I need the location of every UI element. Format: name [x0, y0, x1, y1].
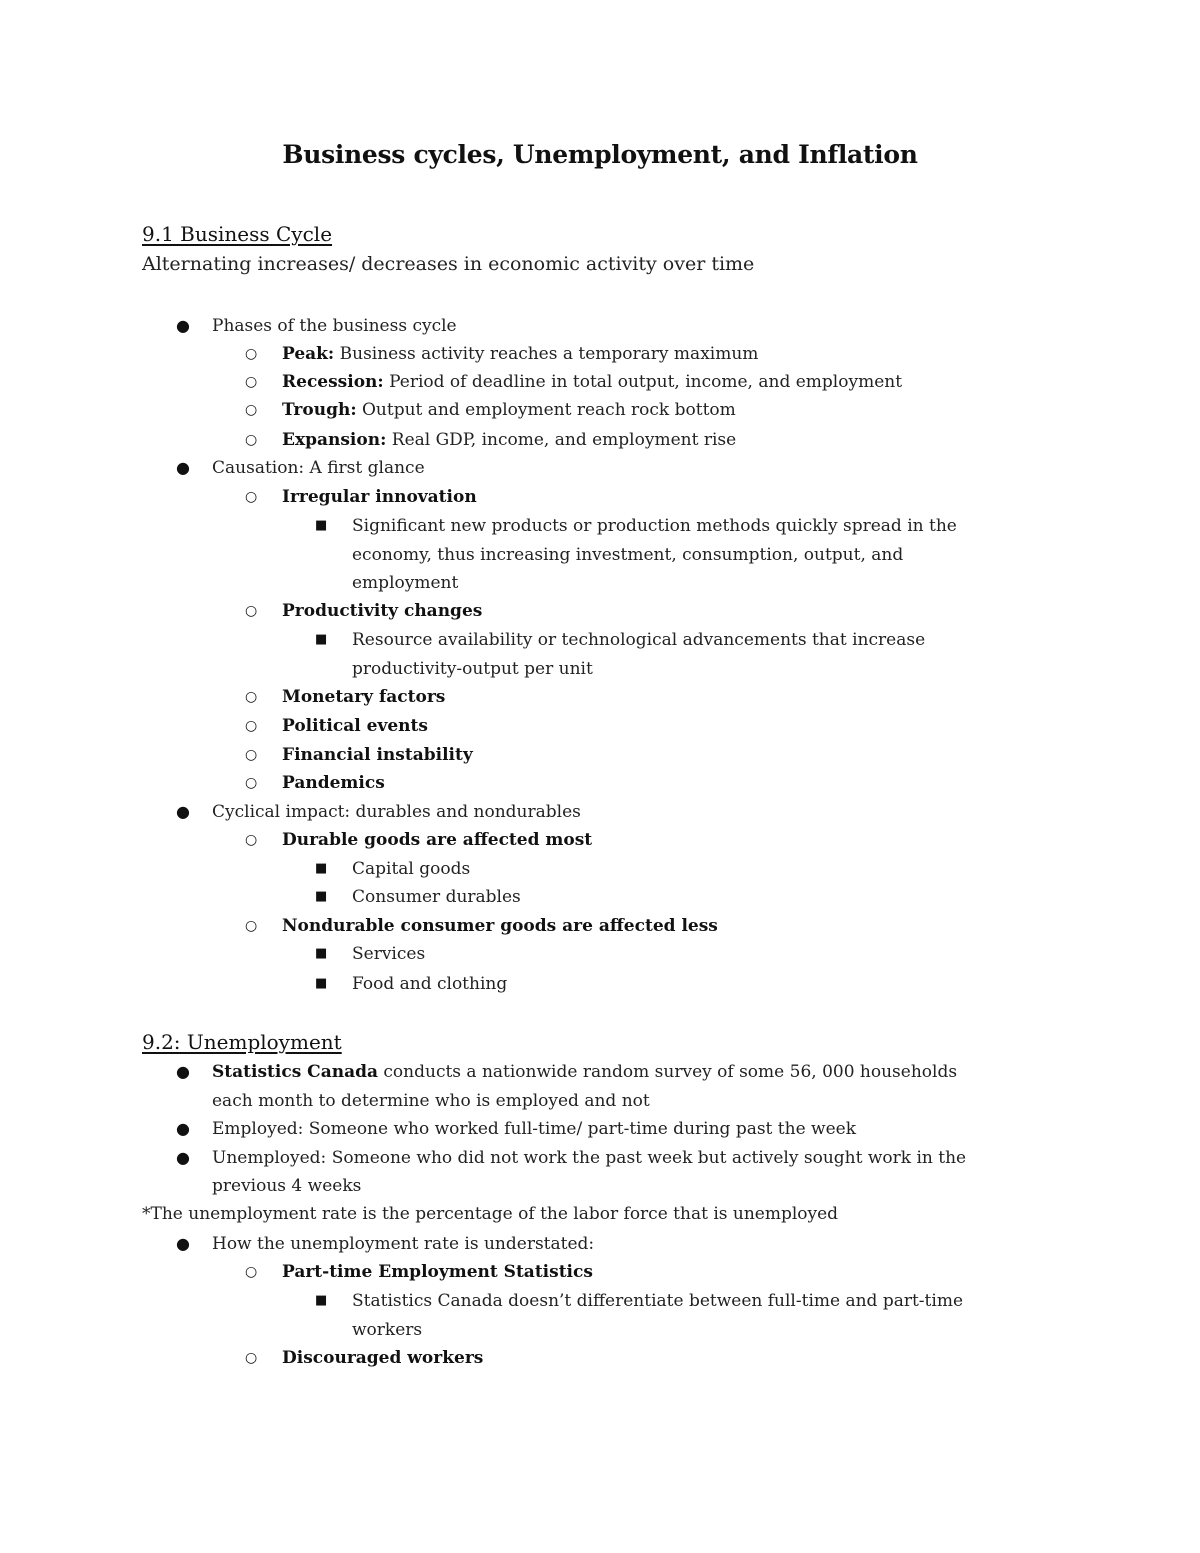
- phase-peak: [282, 344, 758, 364]
- phase-trough: [282, 400, 736, 420]
- unemployed-definition-line-2: previous 4 weeks: [212, 1176, 362, 1196]
- discouraged-workers-term: Discouraged workers: [282, 1348, 484, 1368]
- survey-term: Statistics Canada: [212, 1062, 378, 1082]
- cyclical-impact-label: Cyclical impact: durables and nondurables: [212, 802, 581, 822]
- durable-goods-term: Durable goods are affected most: [282, 830, 593, 850]
- employed-definition: Employed: Someone who worked full-time/ part-time during past the week: [212, 1119, 857, 1139]
- bullet-level1-icon: ●: [176, 1148, 190, 1167]
- causation-label: Causation: A first glance: [212, 458, 425, 478]
- bullet-level2-icon: ○: [245, 832, 258, 848]
- cause-productivity-term: Productivity changes: [282, 601, 483, 621]
- bullet-level1-icon: ●: [176, 802, 190, 821]
- bullet-level2-icon: ○: [245, 1264, 258, 1280]
- phase-peak-term: Peak:: [282, 344, 335, 364]
- cause-financial-instability: [282, 745, 473, 765]
- cause-irregular-innovation: [282, 487, 477, 507]
- bullet-level1-icon: ●: [176, 1119, 190, 1138]
- bullet-level2-icon: ○: [245, 775, 258, 791]
- bullet-level3-icon: ■: [315, 518, 328, 533]
- bullet-level1-icon: ●: [176, 458, 190, 477]
- bullet-level2-icon: ○: [245, 918, 258, 934]
- irregular-detail-line-2: economy, thus increasing investment, consumption, output, and: [352, 545, 904, 565]
- bullet-level2-icon: ○: [245, 747, 258, 763]
- cause-pandemics-term: Pandemics: [282, 773, 385, 793]
- survey-item-line-2: each month to determine who is employed and not: [212, 1091, 650, 1111]
- phase-trough-term: Trough:: [282, 400, 357, 420]
- bullet-level3-icon: ■: [315, 976, 328, 991]
- bullet-level2-icon: ○: [245, 374, 258, 390]
- bullet-level3-icon: ■: [315, 861, 328, 876]
- survey-item-line-1: [212, 1062, 957, 1082]
- bullet-level1-icon: ●: [176, 316, 190, 335]
- productivity-detail-line-1: Resource availability or technological advancements that increase: [352, 630, 926, 650]
- cause-irregular-term: Irregular innovation: [282, 487, 477, 507]
- bullet-level2-icon: ○: [245, 603, 258, 619]
- durable-goods-item: [282, 830, 592, 850]
- bullet-level2-icon: ○: [245, 489, 258, 505]
- bullet-level1-icon: ●: [176, 1062, 190, 1081]
- phases-label: Phases of the business cycle: [212, 316, 457, 336]
- irregular-detail-line-3: employment: [352, 573, 459, 593]
- document-title: Business cycles, Unemployment, and Inflation: [282, 140, 918, 169]
- irregular-detail-line-1: Significant new products or production methods quickly spread in the: [352, 516, 957, 536]
- phase-trough-text: Output and employment reach rock bottom: [356, 400, 736, 420]
- services-item: Services: [352, 944, 426, 964]
- unemployment-rate-note: *The unemployment rate is the percentage of the labor force that is unemployed: [142, 1204, 839, 1224]
- cause-political-events: [282, 716, 428, 736]
- understated-label: How the unemployment rate is understated:: [212, 1234, 595, 1254]
- bullet-level3-icon: ■: [315, 889, 328, 904]
- phase-recession-text: Period of deadline in total output, income, and employment: [383, 372, 903, 392]
- phase-expansion-term: Expansion:: [282, 430, 387, 450]
- bullet-level3-icon: ■: [315, 946, 328, 961]
- bullet-level2-icon: ○: [245, 1350, 258, 1366]
- bullet-level1-icon: ●: [176, 1234, 190, 1253]
- nondurable-goods-term: Nondurable consumer goods are affected less: [282, 916, 718, 936]
- bullet-level3-icon: ■: [315, 632, 328, 647]
- bullet-level3-icon: ■: [315, 1293, 328, 1308]
- business-cycle-definition: Alternating increases/ decreases in economic activity over time: [142, 253, 755, 275]
- food-clothing-item: Food and clothing: [352, 974, 508, 994]
- phase-recession-term: Recession:: [282, 372, 384, 392]
- unemployed-definition-line-1: Unemployed: Someone who did not work the past week but actively sought work in the: [212, 1148, 967, 1168]
- bullet-level2-icon: ○: [245, 689, 258, 705]
- nondurable-goods-item: [282, 916, 718, 936]
- survey-text: conducts a nationwide random survey of some 56, 000 households: [378, 1062, 958, 1082]
- cause-productivity-changes: [282, 601, 482, 621]
- phase-expansion-text: Real GDP, income, and employment rise: [386, 430, 737, 450]
- section-heading-business-cycle: 9.1 Business Cycle: [142, 222, 333, 246]
- section-heading-unemployment: 9.2: Unemployment: [142, 1030, 342, 1054]
- parttime-detail-line-1: Statistics Canada doesn’t differentiate between full-time and part-time: [352, 1291, 964, 1311]
- cause-monetary-term: Monetary factors: [282, 687, 446, 707]
- bullet-level2-icon: ○: [245, 718, 258, 734]
- cause-monetary-factors: [282, 687, 445, 707]
- productivity-detail-line-2: productivity-output per unit: [352, 659, 593, 679]
- discouraged-workers-item: [282, 1348, 483, 1368]
- cause-political-term: Political events: [282, 716, 428, 736]
- parttime-statistics-item: [282, 1262, 593, 1282]
- bullet-level2-icon: ○: [245, 432, 258, 448]
- cause-pandemics: [282, 773, 385, 793]
- parttime-detail-line-2: workers: [352, 1320, 423, 1340]
- cause-financial-term: Financial instability: [282, 745, 473, 765]
- bullet-level2-icon: ○: [245, 346, 258, 362]
- phase-recession: [282, 372, 902, 392]
- bullet-level2-icon: ○: [245, 402, 258, 418]
- phase-expansion: [282, 430, 736, 450]
- consumer-durables-item: Consumer durables: [352, 887, 521, 907]
- capital-goods-item: Capital goods: [352, 859, 471, 879]
- parttime-statistics-term: Part-time Employment Statistics: [282, 1262, 593, 1282]
- phase-peak-text: Business activity reaches a temporary maximum: [334, 344, 759, 364]
